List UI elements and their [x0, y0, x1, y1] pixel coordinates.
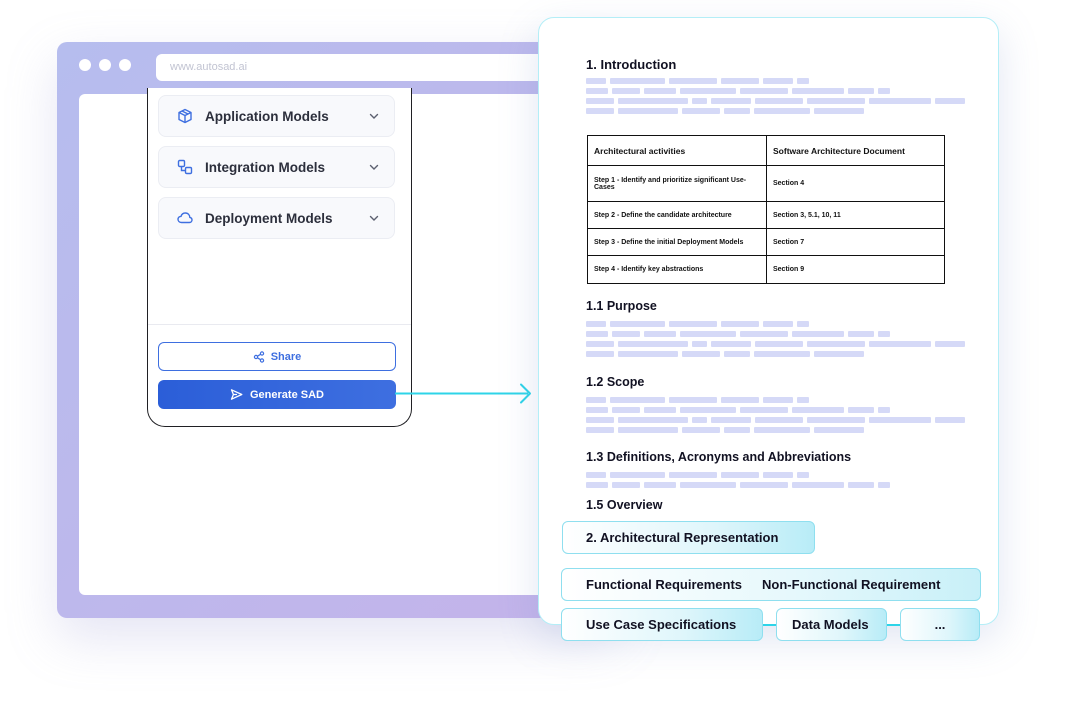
purpose-text-placeholder	[586, 321, 965, 361]
cloud-icon	[177, 210, 193, 226]
definitions-text-placeholder	[586, 472, 890, 492]
deployment-models-label: Deployment Models	[205, 210, 333, 226]
table-cell: Section 4	[767, 166, 945, 202]
generate-sad-button[interactable]	[158, 380, 396, 409]
application-models-label: Application Models	[205, 108, 329, 124]
activities-table	[587, 135, 945, 284]
chevron-down-icon[interactable]	[368, 212, 380, 224]
table-header-row	[588, 136, 945, 166]
intro-heading: 1. Introduction	[586, 57, 677, 72]
table-cell: Section 9	[767, 256, 945, 284]
more-card[interactable]: ...	[900, 608, 980, 641]
chevron-down-icon[interactable]	[368, 161, 380, 173]
integration-models-label: Integration Models	[205, 159, 326, 175]
close-dot[interactable]	[79, 59, 91, 71]
application-models-item[interactable]	[158, 95, 395, 137]
chevron-down-icon[interactable]	[368, 110, 380, 122]
cube-icon	[177, 108, 193, 124]
table-cell: Section 7	[767, 229, 945, 256]
share-icon	[253, 351, 265, 363]
table-row	[588, 166, 945, 202]
panel-divider	[148, 324, 411, 325]
non-functional-requirement-label[interactable]: Non-Functional Requirement	[762, 577, 941, 592]
table-row	[588, 229, 945, 256]
table-header-cell: Software Architecture Document	[767, 136, 945, 166]
table-cell: Step 2 - Define the candidate architecture	[588, 202, 767, 229]
connector-arrow-icon	[395, 380, 540, 410]
card-connector	[763, 624, 776, 626]
scope-text-placeholder	[586, 397, 965, 437]
share-button[interactable]	[158, 342, 396, 371]
requirements-card[interactable]	[561, 568, 981, 601]
scope-heading: 1.2 Scope	[586, 375, 645, 389]
table-row	[588, 256, 945, 284]
window-controls	[79, 59, 131, 71]
table-cell: Section 3, 5.1, 10, 11	[767, 202, 945, 229]
model-panel	[147, 88, 412, 427]
architectural-representation-card[interactable]: 2. Architectural Representation	[562, 521, 815, 554]
send-icon	[230, 388, 243, 401]
overview-heading: 1.5 Overview	[586, 498, 663, 512]
table-header-cell: Architectural activities	[588, 136, 767, 166]
table-cell: Step 4 - Identify key abstractions	[588, 256, 767, 284]
integration-icon	[177, 159, 193, 175]
data-models-card[interactable]: Data Models	[776, 608, 887, 641]
minimize-dot[interactable]	[99, 59, 111, 71]
table-row	[588, 202, 945, 229]
purpose-heading: 1.1 Purpose	[586, 299, 657, 313]
functional-requirements-label[interactable]: Functional Requirements	[586, 577, 743, 592]
definitions-heading: 1.3 Definitions, Acronyms and Abbreviations	[586, 450, 852, 464]
share-label: Share	[270, 350, 302, 363]
maximize-dot[interactable]	[119, 59, 131, 71]
card-connector	[887, 624, 900, 626]
deployment-models-item[interactable]	[158, 197, 395, 239]
table-cell: Step 3 - Define the initial Deployment Models	[588, 229, 767, 256]
use-case-specifications-card[interactable]: Use Case Specifications	[561, 608, 763, 641]
integration-models-item[interactable]	[158, 146, 395, 188]
address-bar[interactable]: www.autosad.ai	[156, 54, 586, 81]
table-cell: Step 1 - Identify and prioritize significant Use-Cases	[588, 166, 767, 202]
intro-text-placeholder	[586, 78, 965, 118]
generate-sad-label: Generate SAD	[250, 388, 324, 401]
